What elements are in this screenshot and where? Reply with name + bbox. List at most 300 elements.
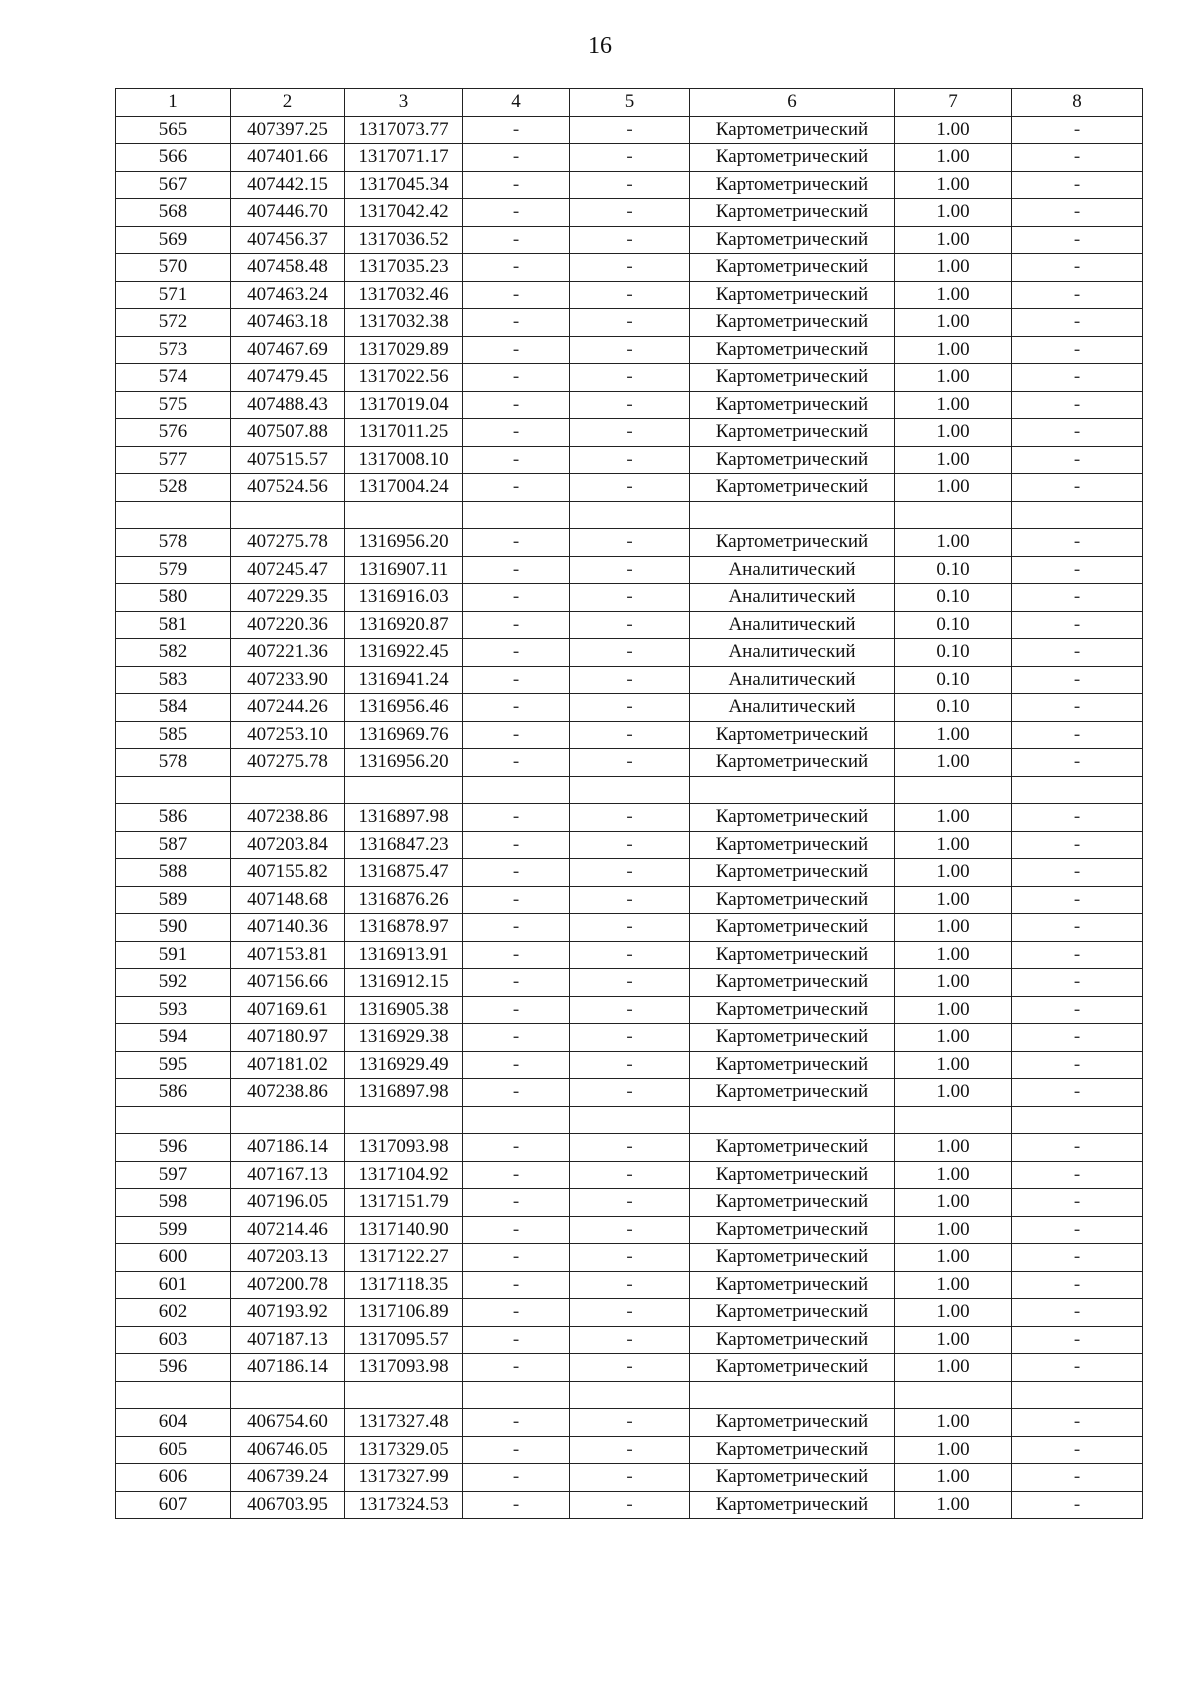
table-row [116,474,1143,502]
method-cell: Картометрический [690,721,895,749]
accuracy-cell: 1.00 [895,1051,1012,1079]
accuracy-cell: 1.00 [895,116,1012,144]
column-8-cell: - [1012,419,1143,447]
column-8-cell: - [1012,804,1143,832]
column-4-cell: - [463,996,570,1024]
column-5-cell: - [570,1079,690,1107]
column-4-cell: - [463,886,570,914]
x-coordinate-cell: 406754.60 [231,1409,345,1437]
column-5-cell: - [570,886,690,914]
point-number-cell: 596 [116,1134,231,1162]
column-4-cell: - [463,116,570,144]
method-cell: Картометрический [690,1299,895,1327]
empty-cell [895,1106,1012,1134]
table-row [116,1491,1143,1519]
x-coordinate-cell: 407140.36 [231,914,345,942]
method-cell: Картометрический [690,1079,895,1107]
column-4-cell: - [463,749,570,777]
column-5-cell: - [570,199,690,227]
column-8-cell: - [1012,144,1143,172]
table-row [116,804,1143,832]
y-coordinate-cell: 1316907.11 [345,556,463,584]
empty-cell [570,1106,690,1134]
table-row [116,914,1143,942]
point-number-cell: 589 [116,886,231,914]
method-cell: Картометрический [690,1326,895,1354]
column-8-cell: - [1012,1409,1143,1437]
point-number-cell: 528 [116,474,231,502]
separator-row [116,1106,1143,1134]
method-cell: Картометрический [690,1436,895,1464]
x-coordinate-cell: 407467.69 [231,336,345,364]
column-4-cell: - [463,1354,570,1382]
point-number-cell: 582 [116,639,231,667]
method-cell: Картометрический [690,254,895,282]
column-header: 3 [345,89,463,117]
point-number-cell: 568 [116,199,231,227]
table-row [116,1134,1143,1162]
accuracy-cell: 1.00 [895,226,1012,254]
x-coordinate-cell: 407187.13 [231,1326,345,1354]
column-4-cell: - [463,419,570,447]
x-coordinate-cell: 407221.36 [231,639,345,667]
column-5-cell: - [570,171,690,199]
column-8-cell: - [1012,1024,1143,1052]
method-cell: Картометрический [690,1464,895,1492]
x-coordinate-cell: 406739.24 [231,1464,345,1492]
x-coordinate-cell: 407214.46 [231,1216,345,1244]
column-8-cell: - [1012,1354,1143,1382]
empty-cell [116,501,231,529]
column-4-cell: - [463,1134,570,1162]
column-header: 5 [570,89,690,117]
column-8-cell: - [1012,364,1143,392]
table-row [116,611,1143,639]
method-cell: Аналитический [690,584,895,612]
y-coordinate-cell: 1317045.34 [345,171,463,199]
accuracy-cell: 1.00 [895,1326,1012,1354]
accuracy-cell: 0.10 [895,694,1012,722]
y-coordinate-cell: 1317004.24 [345,474,463,502]
y-coordinate-cell: 1317036.52 [345,226,463,254]
point-number-cell: 577 [116,446,231,474]
y-coordinate-cell: 1317122.27 [345,1244,463,1272]
accuracy-cell: 1.00 [895,1189,1012,1217]
column-header: 6 [690,89,895,117]
y-coordinate-cell: 1317104.92 [345,1161,463,1189]
column-4-cell: - [463,144,570,172]
x-coordinate-cell: 407463.24 [231,281,345,309]
column-4-cell: - [463,446,570,474]
point-number-cell: 584 [116,694,231,722]
column-8-cell: - [1012,914,1143,942]
point-number-cell: 569 [116,226,231,254]
method-cell: Картометрический [690,529,895,557]
accuracy-cell: 1.00 [895,804,1012,832]
point-number-cell: 580 [116,584,231,612]
method-cell: Картометрический [690,116,895,144]
column-4-cell: - [463,1491,570,1519]
table-row [116,556,1143,584]
column-4-cell: - [463,1024,570,1052]
table-header-row [116,89,1143,117]
column-8-cell: - [1012,199,1143,227]
y-coordinate-cell: 1317029.89 [345,336,463,364]
method-cell: Картометрический [690,996,895,1024]
column-5-cell: - [570,1189,690,1217]
table-row [116,1024,1143,1052]
x-coordinate-cell: 407186.14 [231,1134,345,1162]
accuracy-cell: 1.00 [895,886,1012,914]
method-cell: Аналитический [690,694,895,722]
x-coordinate-cell: 407156.66 [231,969,345,997]
x-coordinate-cell: 407229.35 [231,584,345,612]
column-5-cell: - [570,611,690,639]
x-coordinate-cell: 406746.05 [231,1436,345,1464]
accuracy-cell: 1.00 [895,391,1012,419]
column-4-cell: - [463,1299,570,1327]
y-coordinate-cell: 1316913.91 [345,941,463,969]
accuracy-cell: 1.00 [895,1244,1012,1272]
column-4-cell: - [463,171,570,199]
y-coordinate-cell: 1317151.79 [345,1189,463,1217]
y-coordinate-cell: 1317329.05 [345,1436,463,1464]
method-cell: Картометрический [690,144,895,172]
y-coordinate-cell: 1317011.25 [345,419,463,447]
accuracy-cell: 1.00 [895,1436,1012,1464]
column-5-cell: - [570,1161,690,1189]
empty-cell [1012,776,1143,804]
point-number-cell: 567 [116,171,231,199]
method-cell: Картометрический [690,391,895,419]
point-number-cell: 581 [116,611,231,639]
point-number-cell: 598 [116,1189,231,1217]
table-row [116,694,1143,722]
y-coordinate-cell: 1317032.46 [345,281,463,309]
table-row [116,199,1143,227]
x-coordinate-cell: 407238.86 [231,804,345,832]
point-number-cell: 579 [116,556,231,584]
point-number-cell: 588 [116,859,231,887]
x-coordinate-cell: 407193.92 [231,1299,345,1327]
column-4-cell: - [463,1409,570,1437]
x-coordinate-cell: 407458.48 [231,254,345,282]
column-4-cell: - [463,611,570,639]
x-coordinate-cell: 406703.95 [231,1491,345,1519]
accuracy-cell: 0.10 [895,584,1012,612]
column-5-cell: - [570,666,690,694]
point-number-cell: 597 [116,1161,231,1189]
column-8-cell: - [1012,1299,1143,1327]
column-5-cell: - [570,1024,690,1052]
empty-cell [345,776,463,804]
column-5-cell: - [570,1216,690,1244]
y-coordinate-cell: 1316956.20 [345,749,463,777]
y-coordinate-cell: 1316847.23 [345,831,463,859]
point-number-cell: 591 [116,941,231,969]
empty-cell [1012,501,1143,529]
accuracy-cell: 1.00 [895,969,1012,997]
y-coordinate-cell: 1317093.98 [345,1354,463,1382]
table-row [116,281,1143,309]
point-number-cell: 607 [116,1491,231,1519]
empty-cell [116,1106,231,1134]
column-5-cell: - [570,831,690,859]
column-5-cell: - [570,336,690,364]
column-4-cell: - [463,639,570,667]
table-row [116,996,1143,1024]
point-number-cell: 587 [116,831,231,859]
x-coordinate-cell: 407515.57 [231,446,345,474]
column-4-cell: - [463,364,570,392]
column-4-cell: - [463,254,570,282]
empty-cell [463,776,570,804]
column-5-cell: - [570,1271,690,1299]
table-row [116,584,1143,612]
table-body [116,116,1143,1519]
column-4-cell: - [463,804,570,832]
column-5-cell: - [570,914,690,942]
column-8-cell: - [1012,1051,1143,1079]
empty-cell [895,776,1012,804]
column-8-cell: - [1012,941,1143,969]
y-coordinate-cell: 1316920.87 [345,611,463,639]
point-number-cell: 600 [116,1244,231,1272]
point-number-cell: 571 [116,281,231,309]
method-cell: Картометрический [690,969,895,997]
column-5-cell: - [570,446,690,474]
point-number-cell: 578 [116,749,231,777]
empty-cell [570,776,690,804]
column-4-cell: - [463,1436,570,1464]
empty-cell [231,1381,345,1409]
accuracy-cell: 1.00 [895,1079,1012,1107]
x-coordinate-cell: 407155.82 [231,859,345,887]
method-cell: Картометрический [690,419,895,447]
x-coordinate-cell: 407524.56 [231,474,345,502]
column-8-cell: - [1012,831,1143,859]
x-coordinate-cell: 407463.18 [231,309,345,337]
column-5-cell: - [570,1326,690,1354]
column-8-cell: - [1012,886,1143,914]
empty-cell [345,1381,463,1409]
column-4-cell: - [463,336,570,364]
column-5-cell: - [570,144,690,172]
point-number-cell: 601 [116,1271,231,1299]
table-row [116,1161,1143,1189]
column-8-cell: - [1012,584,1143,612]
x-coordinate-cell: 407244.26 [231,694,345,722]
column-5-cell: - [570,969,690,997]
point-number-cell: 573 [116,336,231,364]
x-coordinate-cell: 407148.68 [231,886,345,914]
table-row [116,419,1143,447]
accuracy-cell: 1.00 [895,254,1012,282]
empty-cell [570,1381,690,1409]
column-8-cell: - [1012,529,1143,557]
point-number-cell: 572 [116,309,231,337]
x-coordinate-cell: 407275.78 [231,529,345,557]
column-5-cell: - [570,1491,690,1519]
column-8-cell: - [1012,1134,1143,1162]
column-8-cell: - [1012,1244,1143,1272]
y-coordinate-cell: 1316916.03 [345,584,463,612]
page-number: 16 [588,33,612,59]
y-coordinate-cell: 1317008.10 [345,446,463,474]
column-5-cell: - [570,804,690,832]
column-8-cell: - [1012,1216,1143,1244]
column-4-cell: - [463,309,570,337]
empty-cell [463,1381,570,1409]
y-coordinate-cell: 1317035.23 [345,254,463,282]
point-number-cell: 586 [116,804,231,832]
column-8-cell: - [1012,1464,1143,1492]
column-5-cell: - [570,529,690,557]
method-cell: Картометрический [690,1354,895,1382]
method-cell: Картометрический [690,281,895,309]
point-number-cell: 583 [116,666,231,694]
column-5-cell: - [570,721,690,749]
x-coordinate-cell: 407233.90 [231,666,345,694]
y-coordinate-cell: 1317073.77 [345,116,463,144]
x-coordinate-cell: 407488.43 [231,391,345,419]
y-coordinate-cell: 1317022.56 [345,364,463,392]
coordinates-table [115,88,1143,1519]
empty-cell [231,1106,345,1134]
column-4-cell: - [463,1464,570,1492]
y-coordinate-cell: 1317140.90 [345,1216,463,1244]
column-4-cell: - [463,666,570,694]
method-cell: Картометрический [690,446,895,474]
method-cell: Картометрический [690,1024,895,1052]
table-row [116,666,1143,694]
point-number-cell: 603 [116,1326,231,1354]
column-5-cell: - [570,226,690,254]
column-4-cell: - [463,969,570,997]
column-5-cell: - [570,1354,690,1382]
column-5-cell: - [570,281,690,309]
y-coordinate-cell: 1317071.17 [345,144,463,172]
column-8-cell: - [1012,1436,1143,1464]
y-coordinate-cell: 1316922.45 [345,639,463,667]
column-8-cell: - [1012,1271,1143,1299]
x-coordinate-cell: 407238.86 [231,1079,345,1107]
column-5-cell: - [570,1464,690,1492]
column-5-cell: - [570,694,690,722]
accuracy-cell: 1.00 [895,721,1012,749]
table-row [116,391,1143,419]
table-row [116,1409,1143,1437]
column-header: 4 [463,89,570,117]
column-5-cell: - [570,941,690,969]
accuracy-cell: 1.00 [895,474,1012,502]
column-4-cell: - [463,1271,570,1299]
point-number-cell: 574 [116,364,231,392]
column-4-cell: - [463,1244,570,1272]
y-coordinate-cell: 1316956.20 [345,529,463,557]
point-number-cell: 604 [116,1409,231,1437]
x-coordinate-cell: 407220.36 [231,611,345,639]
x-coordinate-cell: 407446.70 [231,199,345,227]
x-coordinate-cell: 407196.05 [231,1189,345,1217]
y-coordinate-cell: 1317327.99 [345,1464,463,1492]
point-number-cell: 606 [116,1464,231,1492]
table-row [116,254,1143,282]
accuracy-cell: 1.00 [895,996,1012,1024]
column-8-cell: - [1012,639,1143,667]
column-8-cell: - [1012,749,1143,777]
column-8-cell: - [1012,721,1143,749]
column-8-cell: - [1012,969,1143,997]
x-coordinate-cell: 407397.25 [231,116,345,144]
accuracy-cell: 1.00 [895,1024,1012,1052]
column-8-cell: - [1012,171,1143,199]
separator-row [116,776,1143,804]
method-cell: Картометрический [690,831,895,859]
column-5-cell: - [570,474,690,502]
column-4-cell: - [463,694,570,722]
table-row [116,309,1143,337]
empty-cell [116,776,231,804]
column-header: 7 [895,89,1012,117]
column-8-cell: - [1012,1491,1143,1519]
y-coordinate-cell: 1316929.49 [345,1051,463,1079]
table-row [116,1271,1143,1299]
y-coordinate-cell: 1316969.76 [345,721,463,749]
table-row [116,1244,1143,1272]
method-cell: Картометрический [690,1189,895,1217]
accuracy-cell: 1.00 [895,1271,1012,1299]
accuracy-cell: 1.00 [895,1299,1012,1327]
column-4-cell: - [463,859,570,887]
table-row [116,1326,1143,1354]
accuracy-cell: 1.00 [895,831,1012,859]
column-header: 2 [231,89,345,117]
accuracy-cell: 1.00 [895,336,1012,364]
method-cell: Картометрический [690,1051,895,1079]
x-coordinate-cell: 407203.84 [231,831,345,859]
method-cell: Картометрический [690,226,895,254]
method-cell: Картометрический [690,1134,895,1162]
column-5-cell: - [570,749,690,777]
method-cell: Картометрический [690,309,895,337]
column-5-cell: - [570,584,690,612]
column-4-cell: - [463,914,570,942]
separator-row [116,1381,1143,1409]
x-coordinate-cell: 407401.66 [231,144,345,172]
point-number-cell: 593 [116,996,231,1024]
column-8-cell: - [1012,281,1143,309]
column-8-cell: - [1012,336,1143,364]
column-8-cell: - [1012,309,1143,337]
y-coordinate-cell: 1317327.48 [345,1409,463,1437]
column-4-cell: - [463,1189,570,1217]
method-cell: Картометрический [690,1409,895,1437]
column-4-cell: - [463,556,570,584]
accuracy-cell: 0.10 [895,639,1012,667]
point-number-cell: 595 [116,1051,231,1079]
column-4-cell: - [463,721,570,749]
empty-cell [690,1381,895,1409]
column-5-cell: - [570,419,690,447]
y-coordinate-cell: 1316876.26 [345,886,463,914]
column-8-cell: - [1012,996,1143,1024]
column-5-cell: - [570,1436,690,1464]
accuracy-cell: 1.00 [895,1354,1012,1382]
method-cell: Картометрический [690,199,895,227]
table-row [116,1299,1143,1327]
empty-cell [895,1381,1012,1409]
